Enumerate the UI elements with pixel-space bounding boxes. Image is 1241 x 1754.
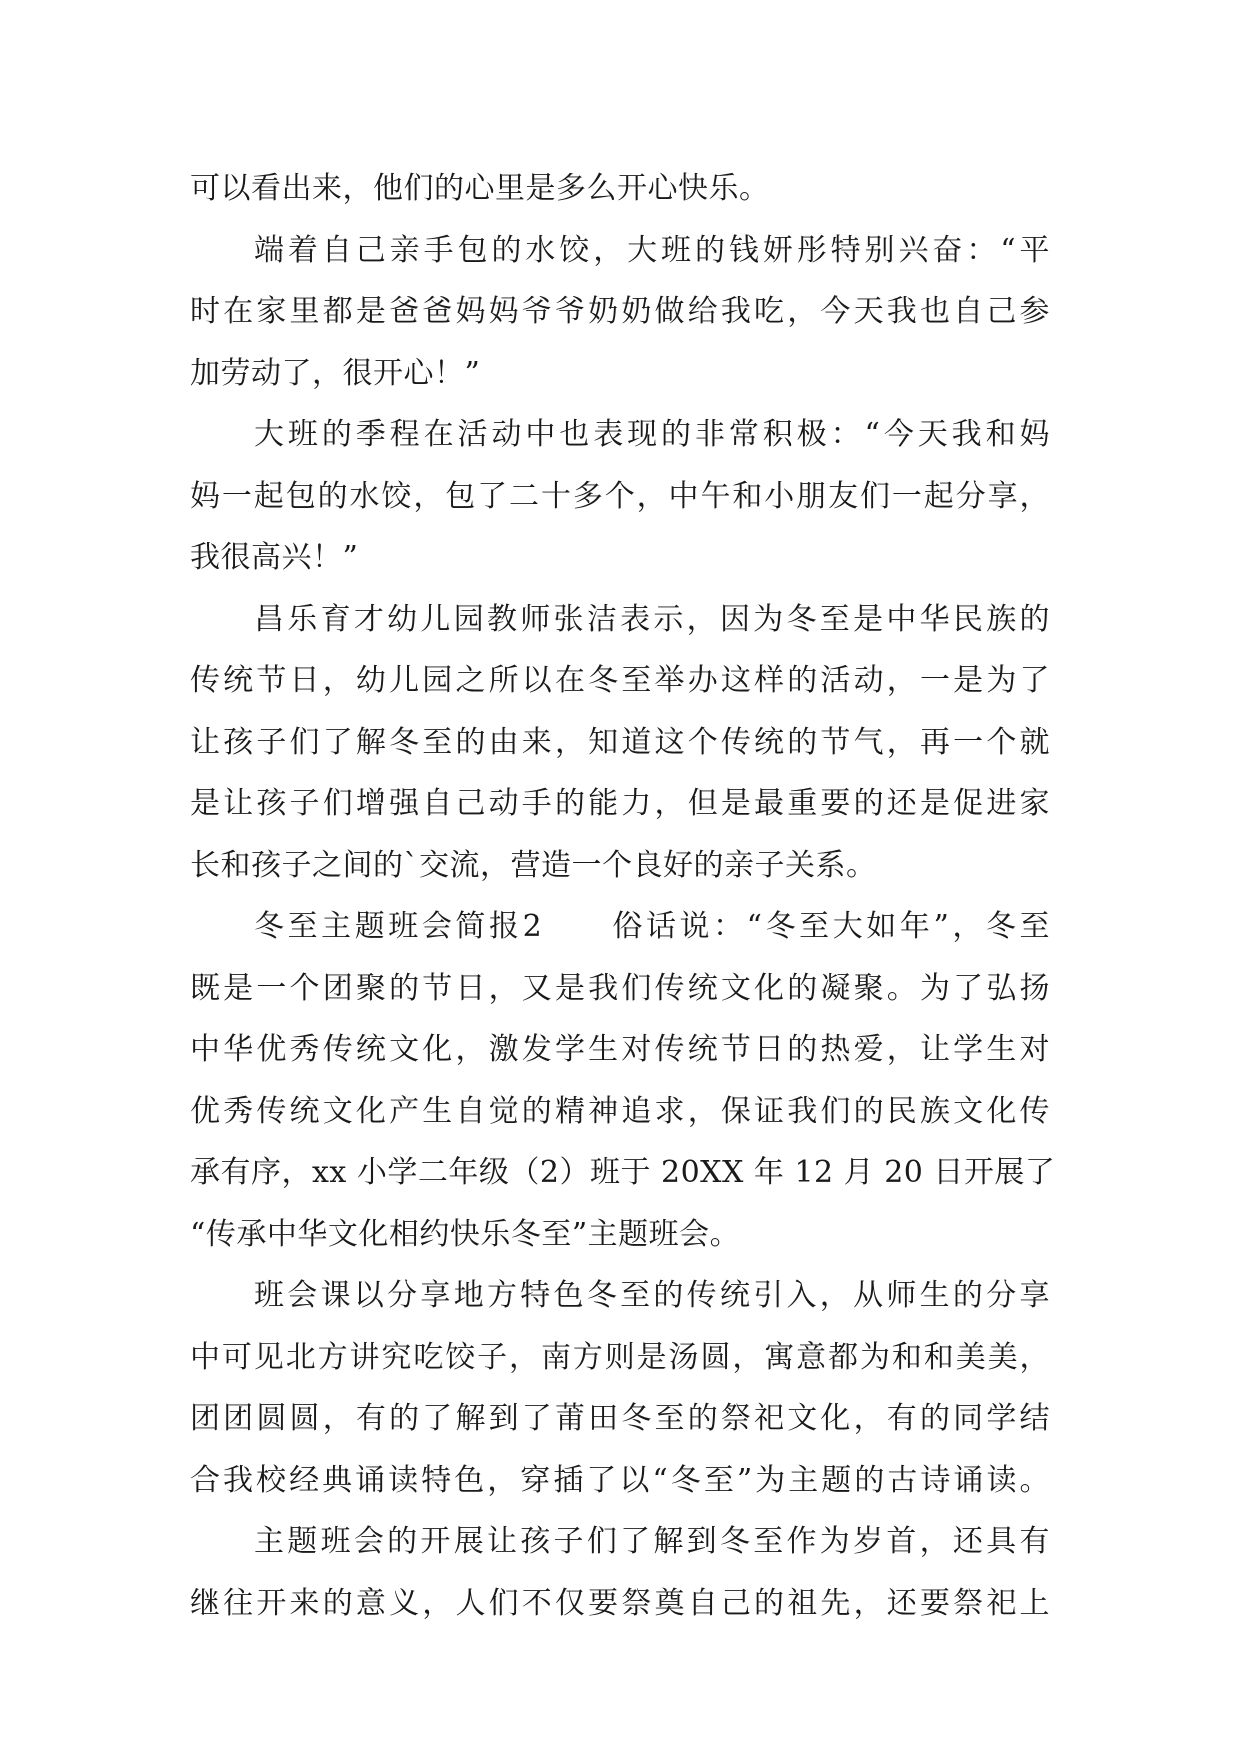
text-line: 大班的季程在活动中也表现的非常积极：“今天我和妈 (254, 417, 1050, 452)
text-line: 承有序，xx 小学二年级（2）班于 20XX 年 12 月 20 日开展了 (190, 1155, 1056, 1190)
text-line: 中华优秀传统文化，激发学生对传统节日的热爱，让学生对 (190, 1032, 1050, 1067)
text-line: 长和孩子之间的`交流，营造一个良好的亲子关系。 (190, 847, 877, 883)
text-line: 是让孩子们增强自己动手的能力，但是最重要的还是促进家 (190, 786, 1050, 821)
text-line: 可以看出来，他们的心里是多么开心快乐。 (190, 171, 770, 206)
text-line: 班会课以分享地方特色冬至的传统引入，从师生的分享 (254, 1278, 1050, 1313)
text-line: 昌乐育才幼儿园教师张洁表示，因为冬至是中华民族的 (254, 601, 1050, 637)
text-line: 合我校经典诵读特色，穿插了以“冬至”为主题的古诗诵读。 (190, 1462, 1050, 1498)
text-line: 优秀传统文化产生自觉的精神追求，保证我们的民族文化传 (190, 1093, 1050, 1129)
text-line: 加劳动了，很开心！” (190, 355, 481, 391)
text-line: 既是一个团聚的节日，又是我们传统文化的凝聚。为了弘扬 (190, 970, 1050, 1006)
text-line: 继往开来的意义，人们不仅要祭奠自己的祖先，还要祭祀上 (190, 1585, 1050, 1621)
text-line: 我很高兴！” (190, 540, 359, 575)
body-text (190, 158, 1056, 1634)
text-line: 主题班会的开展让孩子们了解到冬至作为岁首，还具有 (254, 1524, 1050, 1559)
text-line: 妈一起包的水饺，包了二十多个，中午和小朋友们一起分享， (190, 478, 1050, 514)
text-line: 时在家里都是爸爸妈妈爷爷奶奶做给我吃，今天我也自己参 (190, 294, 1050, 329)
text-line: 传统节日，幼儿园之所以在冬至举办这样的活动，一是为了 (190, 663, 1050, 698)
text-line: 冬至主题班会简报2 俗话说：“冬至大如年”，冬至 (254, 909, 1050, 944)
text-line: 端着自己亲手包的水饺，大班的钱妍彤特别兴奋：“平 (254, 232, 1050, 268)
text-line: 中可见北方讲究吃饺子，南方则是汤圆，寓意都为和和美美， (190, 1339, 1050, 1375)
text-line: “传承中华文化相约快乐冬至”主题班会。 (190, 1216, 741, 1252)
text-line: 让孩子们了解冬至的由来，知道这个传统的节气，再一个就 (190, 724, 1050, 760)
text-line: 团团圆圆，有的了解到了莆田冬至的祭祀文化，有的同学结 (190, 1401, 1050, 1436)
